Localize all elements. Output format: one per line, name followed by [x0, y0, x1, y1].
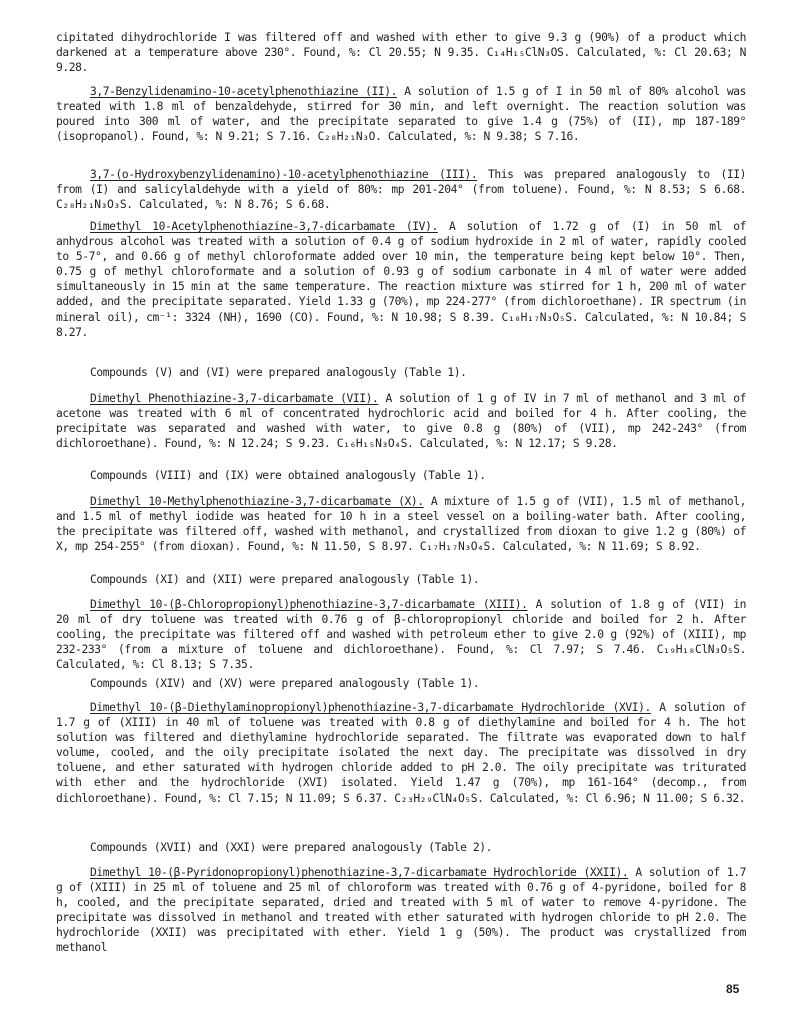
paragraph-dihydrochloride-I — [56, 30, 746, 75]
paragraph-text: cipitated dihydrochloride I was filtered off and washed with ether to give 9.3 g (90%) of a product which darkened at a temperature above 230°. Found, %: Cl 20.55; N 9.35. C₁₄H₁₅ClN₃OS. Calculated, %: Cl 20.63; N 9.28. — [56, 31, 746, 75]
paragraph-text: A solution of 1.72 g of (I) in 50 ml of anhydrous alcohol was treated with a solution of 0.4 g of sodium hydroxide in 2 ml of water, rapidly cooled to 5-7°, and 0.66 g of methyl chloroformate added over 10 min, the temperature being kept below 10°. Then, 0.75 g of methyl chloroformate and a solution of 0.93 g of sodium carbonate in 4 ml of water were added simultaneously in 15 min at the same temperature. The reaction mixture was stirred for 1 h, 200 ml of water added, and the precipitate separated. Yield 1.33 g (70%), mp 224-277° (from dichloroethane). IR spectrum (in mineral oil), cm⁻¹: 3324 (NH), 1690 (CO). Found, %: N 10.98; S 8.39. C₁₈H₁₇N₃O₅S. Calculated, %: N 10.84; S 8.27. — [56, 220, 746, 339]
paragraph-compounds-VIII-IX — [56, 468, 746, 483]
paragraph-compound-X — [56, 494, 746, 554]
compound-heading: 3,7-Benzylidenamino-10-acetylphenothiazine (II). — [90, 85, 398, 98]
compound-heading: 3,7-(o-Hydroxybenzylidenamino)-10-acetylphenothiazine (III). — [90, 168, 478, 181]
paragraph-text: A solution of 1 g of IV in 7 ml of methanol and 3 ml of acetone was treated with 6 ml of concentrated hydrochloric acid and boiled for 4 h. After cooling, the precipitate was separated and washed with water, to give 0.8 g (80%) of (VII), mp 242-243° (from dichloroethane). Found, %: N 12.24; S 9.23. C₁₆H₁₅N₃O₄S. Calculated, %: N 12.17; S 9.28. — [56, 392, 746, 451]
paragraph-compound-IV — [56, 219, 746, 340]
compound-heading: Dimethyl Phenothiazine-3,7-dicarbamate (VII). — [90, 392, 379, 405]
compound-heading: Dimethyl 10-Methylphenothiazine-3,7-dicarbamate (X). — [90, 495, 424, 508]
paragraph-text: Compounds (XI) and (XII) were prepared analogously (Table 1). — [90, 573, 480, 586]
paragraph-compound-XIII — [56, 597, 746, 672]
paragraph-text: A solution of 1.7 g of (XIII) in 40 ml of toluene was treated with 0.8 g of diethylamine and boiled for 4 h. The hot solution was filtered and diethylamine hydrochloride separated. The filtrate was evaporated down to half volume, cooled, and the oily precipitate isolated the next day. The precipitate was dissolved in dry toluene, and ether saturated with hydrogen chloride added to pH 2.0. The oily precipitate was triturated with ether and the hydrochloride (XVI) isolated. Yield 1.47 g (70%), mp 161-164° (decomp., from dichloroethane). Found, %: Cl 7.15; N 11.09; S 6.37. C₂₃H₂₉ClN₄O₅S. Calculated, %: Cl 6.96; N 11.00; S 6.32. — [56, 701, 746, 805]
paragraph-compounds-XVII-XXI — [56, 840, 746, 855]
paragraph-compound-VII — [56, 391, 746, 451]
paragraph-compound-XVI — [56, 700, 746, 806]
paragraph-text: A mixture of 1.5 g of (VII), 1.5 ml of methanol, and 1.5 ml of methyl iodide was heated for 10 h in a steel vessel on a boiling-water bath. After cooling, the precipitate was filtered off, washed with methanol, and crystallized from dioxan to give 1.2 g (80%) of X, mp 254-255° (from dioxan). Found, %: N 11.50, S 8.97. C₁₇H₁₇N₃O₄S. Calculated, %: N 11.69; S 8.92. — [56, 495, 747, 554]
paragraph-compounds-V-VI — [56, 365, 746, 380]
paragraph-compound-III — [56, 167, 746, 212]
paragraph-text: A solution of 1.7 g of (XIII) in 25 ml of toluene and 25 ml of chloroform was treated with 0.76 g of 4-pyridone, boiled for 8 h, cooled, and the precipitate separated, dried and treated with 5 ml of water to remove 4-pyridone. The precipitate was dissolved in methanol and treated with ether saturated with hydrogen chloride to pH 2.0. The hydrochloride (XXII) was precipitated with ether. Yield 1 g (50%). The product was crystallized from methanol — [56, 866, 746, 955]
compound-heading: Dimethyl 10-Acetylphenothiazine-3,7-dicarbamate (IV). — [90, 220, 438, 233]
compound-heading: Dimethyl 10-(β-Diethylaminopropionyl)phenothiazine-3,7-dicarbamate Hydrochloride (XVI). — [90, 701, 651, 714]
paragraph-text: Compounds (XIV) and (XV) were prepared analogously (Table 1). — [90, 677, 480, 690]
paragraph-compounds-XI-XII — [56, 572, 746, 587]
paragraph-text: A solution of 1.8 g of (VII) in 20 ml of dry toluene was treated with 0.76 g of β-chloropropionyl chloride and boiled for 2 h. After cooling, the precipitate was filtered off and washed with petroleum ether to give 2.0 g (92%) of (XIII), mp 232-233° (from a mixture of toluene and dichloroethane). Found, %: Cl 7.97; S 7.46. C₁₉H₁₈ClN₃O₅S. Calculated, %: Cl 8.13; S 7.35. — [56, 598, 747, 672]
paragraph-text: Compounds (XVII) and (XXI) were prepared analogously (Table 2). — [90, 841, 493, 854]
compound-heading: Dimethyl 10-(β-Chloropropionyl)phenothiazine-3,7-dicarbamate (XIII). — [90, 598, 528, 611]
paragraph-text: Compounds (VIII) and (IX) were obtained analogously (Table 1). — [90, 469, 486, 482]
paragraph-compound-II — [56, 84, 746, 144]
paragraph-compound-XXII — [56, 865, 746, 956]
paragraph-text: Compounds (V) and (VI) were prepared analogously (Table 1). — [90, 366, 467, 379]
compound-heading: Dimethyl 10-(β-Pyridonopropionyl)phenothiazine-3,7-dicarbamate Hydrochloride (XXII). — [90, 866, 629, 879]
paragraph-compounds-XIV-XV — [56, 676, 746, 691]
page-number: 85 — [726, 982, 740, 996]
paragraph-text: A solution of 1.5 g of I in 50 ml of 80% alcohol was treated with 1.8 ml of benzaldehyde, stirred for 30 min, and left overnight. The reaction solution was poured into 300 ml of water, and the precipitate separated to give 1.4 g (75%) of (II), mp 187-189° (isopropanol). Found, %: N 9.21; S 7.16. C₂₈H₂₁N₃O. Calculated, %: N 9.38; S 7.16. — [56, 85, 746, 144]
paragraph-text: This was prepared analogously to (II) from (I) and salicylaldehyde with a yield of 80%: mp 201-204° (from toluene). Found, %: N 8.53; S 6.68. C₂₈H₂₁N₃O₃S. Calculated, %: N 8.76; S 6.68. — [56, 168, 746, 212]
